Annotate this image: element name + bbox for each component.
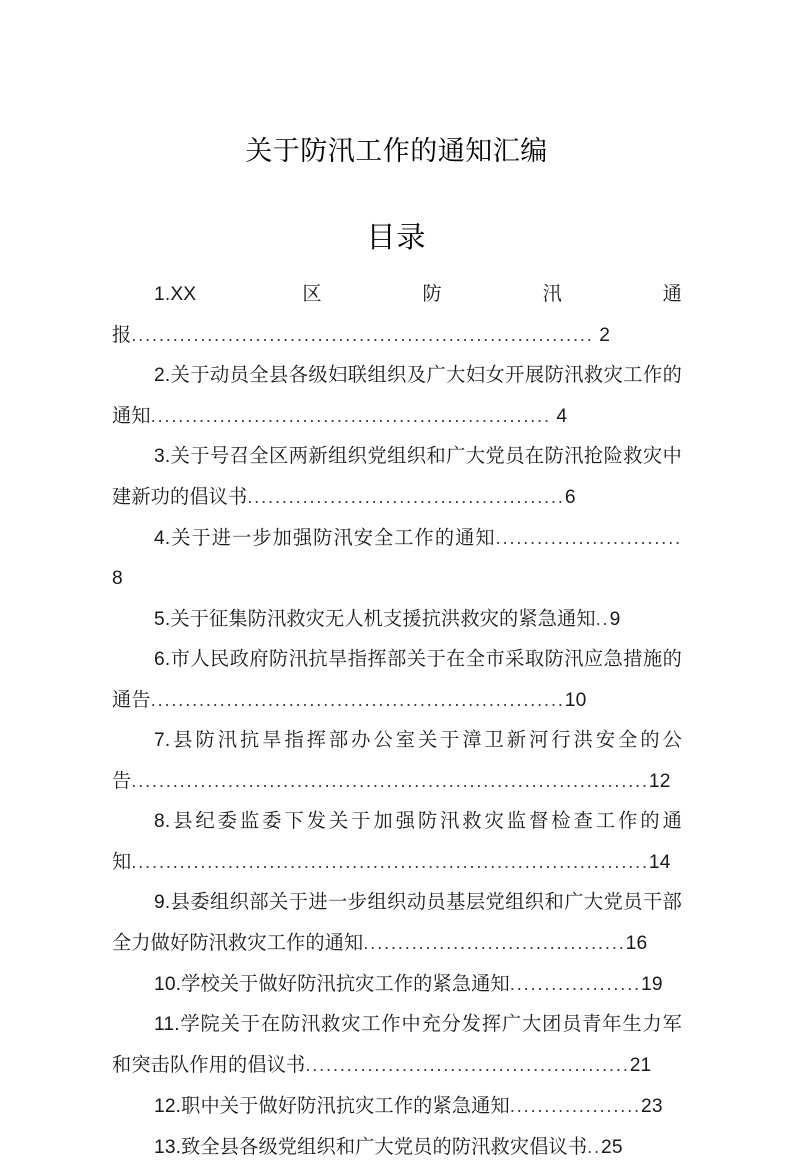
toc-entry-label: 职中关于做好防汛抗灾工作的紧急通知	[181, 1096, 510, 1117]
toc-entry-number: 9.	[154, 892, 171, 913]
toc-entry[interactable]	[112, 437, 682, 518]
toc-page-number: 14	[648, 852, 671, 873]
toc-entry[interactable]	[112, 1005, 682, 1086]
toc-page-number: 9	[609, 609, 621, 630]
toc-entry-label: 县防汛抗旱指挥部办公室关于漳卫新河行洪安全的公告	[112, 730, 682, 792]
toc-entry-number: 2.	[154, 365, 171, 386]
toc-entry[interactable]	[112, 356, 682, 437]
toc-entry-label: 关于号召全区两新组织党组织和广大党员在防汛抢险救灾中建新功的倡议书	[112, 446, 682, 508]
toc-entry-number: 7.	[154, 730, 171, 751]
toc-entry-number: 1.	[154, 284, 171, 305]
toc-dot-leader: ..............................................	[247, 487, 565, 507]
toc-page-number: 2	[593, 325, 611, 346]
toc-entry-number: 12.	[154, 1096, 182, 1117]
toc-entry[interactable]	[112, 518, 682, 599]
toc-entry[interactable]	[112, 599, 682, 640]
toc-dot-leader: ...............................................	[305, 1055, 630, 1075]
toc-entry-number: 5.	[154, 609, 171, 630]
toc-page-number: 10	[564, 690, 587, 711]
toc-entry-label: XX 区防汛通报	[112, 284, 682, 346]
toc-dot-leader: ...................................................................	[131, 325, 594, 345]
toc-entry-label: 学院关于在防汛救灾工作中充分发挥广大团员青年生力军和突击队作用的倡议书	[112, 1014, 682, 1076]
toc-entry[interactable]	[112, 802, 682, 883]
toc-dot-leader: ...................	[509, 1096, 641, 1116]
toc-entry-number: 8.	[154, 811, 171, 832]
toc-entry-number: 13.	[154, 1137, 182, 1158]
toc-entry-label: 关于征集防汛救灾无人机支援抗洪救灾的紧急通知	[170, 609, 596, 630]
toc-entry[interactable]	[112, 275, 682, 356]
toc-entry-label: 市人民政府防汛抗旱指挥部关于在全市采取防汛应急措施的通告	[112, 649, 682, 711]
toc-entry[interactable]	[112, 883, 682, 964]
toc-entry[interactable]	[112, 721, 682, 802]
toc-page-number: 12	[648, 771, 671, 792]
toc-entry-label: 关于进一步加强防汛安全工作的通知	[170, 528, 496, 549]
toc-heading: 目录	[366, 222, 427, 254]
toc-dot-leader: ...........................................................................	[131, 852, 649, 872]
toc-page-number: 19	[641, 974, 663, 995]
toc-entry[interactable]	[112, 964, 682, 1005]
toc-dot-leader: ............................................................	[150, 690, 565, 710]
toc-entry-label: 学校关于做好防汛抗灾工作的紧急通知	[181, 974, 510, 995]
toc-entry-number: 3.	[154, 446, 171, 467]
toc-dot-leader: ...........................	[495, 528, 682, 548]
toc-page-number: 4	[550, 406, 568, 427]
toc-entry-number: 6.	[154, 649, 171, 670]
toc-page-number: 21	[629, 1055, 652, 1076]
toc-entry-label: 县委组织部关于进一步组织动员基层党组织和广大党员干部全力做好防汛救灾工作的通知	[112, 892, 682, 954]
toc-entry[interactable]	[112, 640, 682, 721]
toc-entry-label: 县纪委监委下发关于加强防汛救灾监督检查工作的通知	[112, 811, 682, 873]
toc-dot-leader: ..........................................................	[150, 406, 551, 426]
toc-entry-label: 致全县各级党组织和广大党员的防汛救灾倡议书	[181, 1137, 588, 1158]
toc-entry-number: 4.	[154, 528, 171, 549]
table-of-contents	[112, 275, 682, 1168]
toc-entry[interactable]	[112, 1086, 682, 1127]
toc-page-number: 16	[625, 933, 648, 954]
toc-dot-leader: ..	[595, 609, 610, 629]
toc-page-number: 6	[564, 487, 576, 508]
toc-dot-leader: ......................................	[363, 933, 626, 953]
toc-dot-leader: ...................	[509, 974, 641, 994]
toc-page-number: 25	[601, 1137, 623, 1158]
page-title: 关于防汛工作的通知汇编	[245, 136, 548, 166]
toc-entry-number: 10.	[154, 974, 182, 995]
toc-dot-leader: ..	[587, 1137, 602, 1157]
toc-dot-leader: ...........................................................................	[131, 771, 649, 791]
toc-entry-number: 11.	[154, 1014, 180, 1035]
toc-entry-label: 关于动员全县各级妇联组织及广大妇女开展防汛救灾工作的通知	[112, 365, 682, 427]
toc-page-number: 23	[641, 1096, 663, 1117]
toc-entry[interactable]	[112, 1127, 682, 1168]
toc-page-number: 8	[112, 568, 123, 589]
